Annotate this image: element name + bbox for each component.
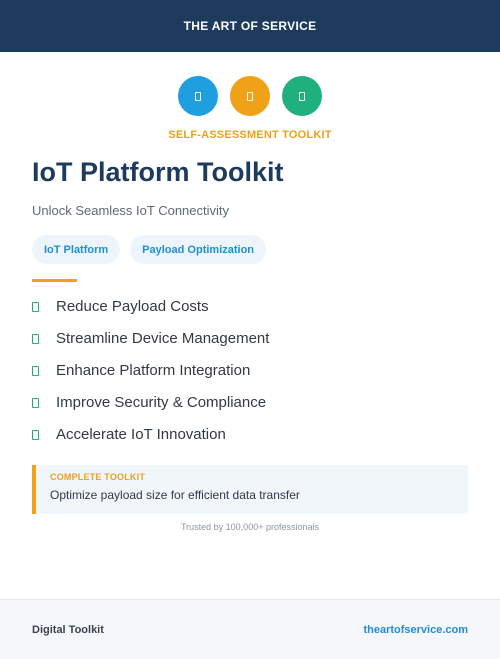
callout-label: COMPLETE TOOLKIT [50,472,146,482]
list-item [32,393,269,425]
header-bar [0,0,500,52]
feature-text: Accelerate IoT Innovation [56,426,226,443]
feature-text: Streamline Device Management [56,330,270,347]
footer-bar [0,599,500,659]
check-icon [32,398,39,408]
document-icon [282,76,322,116]
website-link[interactable]: theartofservice.com [363,623,468,636]
document-icon [178,76,218,116]
footer-label: Digital Toolkit [32,623,104,636]
page-subtitle: Unlock Seamless IoT Connectivity [32,203,230,218]
divider [32,279,77,282]
feature-list [32,297,269,457]
document-icon [230,76,270,116]
feature-text: Improve Security & Compliance [56,394,267,411]
list-item [32,297,269,329]
feature-text: Reduce Payload Costs [56,298,209,315]
eyebrow-label: SELF-ASSESSMENT TOOLKIT [168,129,332,141]
tag-iot-platform[interactable]: IoT Platform [32,235,120,264]
check-icon [32,334,39,344]
list-item [32,361,269,393]
check-icon [32,430,39,440]
page-title: IoT Platform Toolkit [32,157,284,187]
tag-list [32,235,266,264]
callout-box [32,465,468,514]
check-icon [32,302,39,312]
brand-name: THE ART OF SERVICE [183,19,317,33]
check-icon [32,366,39,376]
icon-row [0,76,500,116]
feature-text: Enhance Platform Integration [56,362,251,379]
list-item [32,425,269,457]
tag-payload-optimization[interactable]: Payload Optimization [130,235,266,264]
list-item [32,329,269,361]
trust-note: Trusted by 100,000+ professionals [180,522,319,532]
callout-text: Optimize payload size for efficient data transfer [50,488,300,502]
